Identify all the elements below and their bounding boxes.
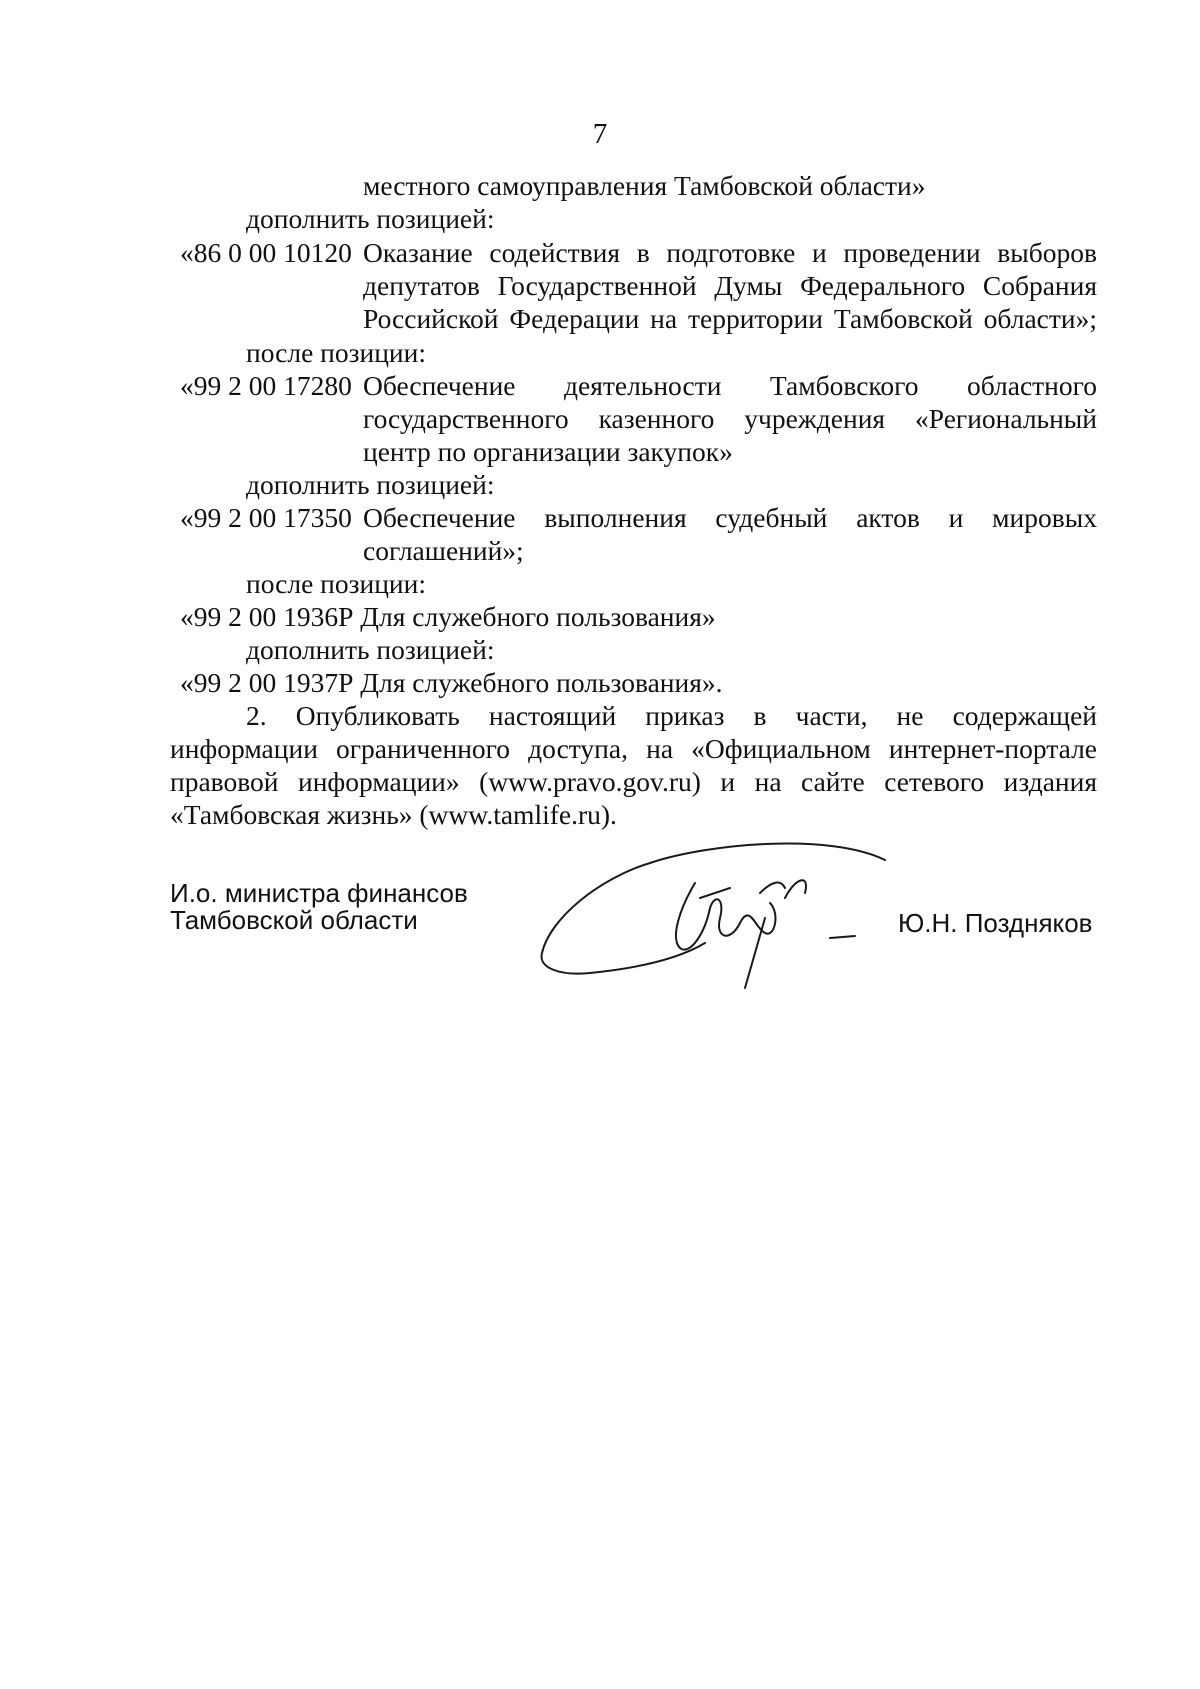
text-line: дополнить позицией: bbox=[246, 469, 495, 500]
position-code: «86 0 00 10120 bbox=[180, 237, 352, 268]
position-code: «99 2 00 17280 bbox=[180, 370, 352, 401]
text-line: местного самоуправления Тамбовской области» bbox=[363, 170, 926, 201]
position-description: Оказание содействия в подготовке и проведении выборов bbox=[363, 237, 1097, 268]
signatory-title-line: И.о. министра финансов bbox=[170, 878, 468, 908]
signatory-name: Ю.Н. Поздняков bbox=[898, 908, 1093, 938]
position-description: Обеспечение деятельности Тамбовского областного bbox=[363, 370, 1097, 401]
page-number: 7 bbox=[592, 118, 608, 150]
position-code: «99 2 00 17350 bbox=[180, 502, 352, 533]
paragraph-line: 2. Опубликовать настоящий приказ в части, не содержащей bbox=[246, 700, 1097, 731]
position-description: центр по организации закупок» bbox=[363, 436, 733, 467]
text-line: после позиции: bbox=[246, 337, 426, 368]
position-description: Российской Федерации на территории Тамбовской области»; bbox=[363, 303, 1097, 334]
text-line: после позиции: bbox=[246, 568, 426, 599]
position-description: депутатов Государственной Думы Федерального Собрания bbox=[363, 270, 1097, 301]
signatory-title bbox=[170, 880, 468, 934]
text-line: дополнить позицией: bbox=[246, 203, 495, 234]
paragraph-line: «Тамбовская жизнь» (www.tamlife.ru). bbox=[170, 799, 617, 830]
handwritten-signature bbox=[530, 838, 890, 998]
position-description: соглашений»; bbox=[363, 535, 524, 566]
paragraph-line: правовой информации» (www.pravo.gov.ru) и на сайте сетевого издания bbox=[170, 766, 1097, 797]
position-line: «99 2 00 1936Р Для служебного пользования» bbox=[180, 601, 716, 632]
position-description: государственного казенного учреждения «Региональный bbox=[363, 403, 1097, 434]
position-description: Обеспечение выполнения судебный актов и мировых bbox=[363, 502, 1097, 533]
position-line: «99 2 00 1937Р Для служебного пользования». bbox=[180, 667, 723, 698]
text-line: дополнить позицией: bbox=[246, 634, 495, 665]
signatory-title-line: Тамбовской области bbox=[170, 905, 418, 935]
paragraph-line: информации ограниченного доступа, на «Официальном интернет-портале bbox=[170, 733, 1097, 764]
